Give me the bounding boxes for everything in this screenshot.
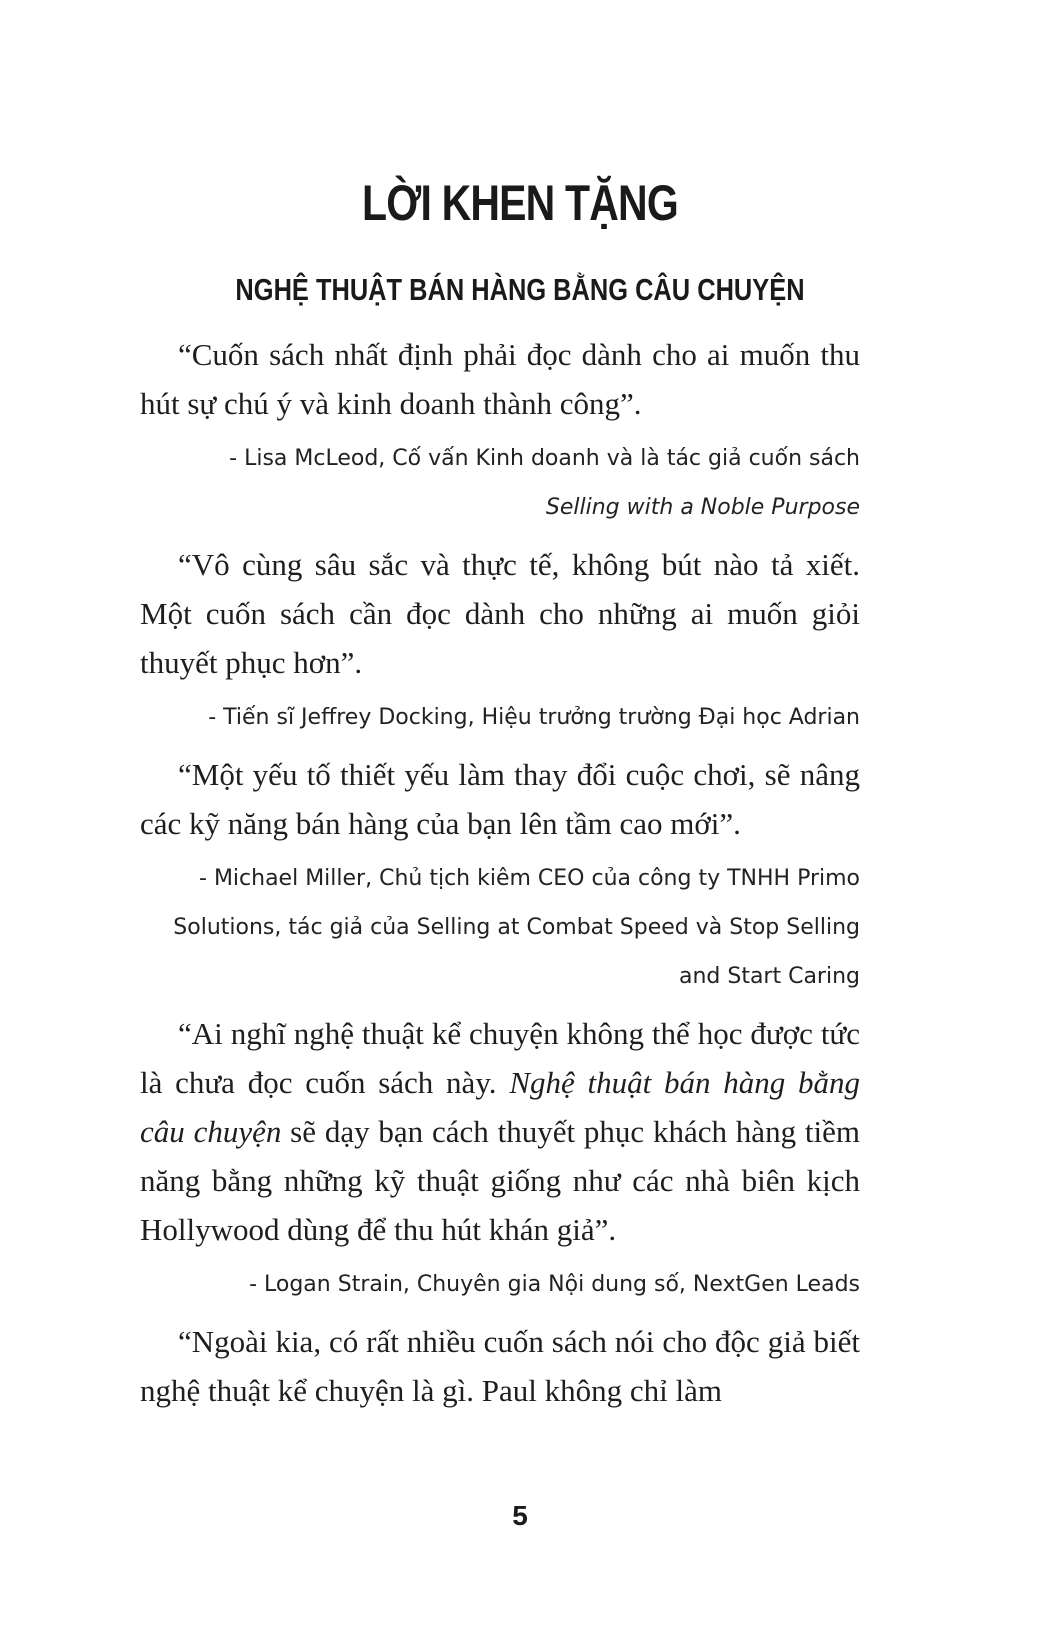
- testimonial-attribution-2: [140, 693, 860, 742]
- testimonial-quote-4: [140, 1009, 860, 1254]
- attribution-book-title: Selling with a Noble Purpose: [545, 495, 860, 520]
- testimonials-section: [140, 330, 860, 1415]
- attribution-text: - Logan Strain, Chuyên gia Nội dung số, NextGen Leads: [249, 1272, 860, 1297]
- page-number: 5: [512, 1500, 528, 1531]
- testimonial-quote-5: “Ngoài kia, có rất nhiều cuốn sách nói cho độc giả biết nghệ thuật kể chuyện là gì. Paul không chỉ làm: [140, 1324, 860, 1408]
- quote-text: “Ai nghĩ nghệ thuật kể chuyện không thể học được tức là chưa đọc cuốn sách này.: [140, 1016, 860, 1100]
- attribution-text: Solutions, tác giả của Selling at Combat Speed và Stop Selling: [173, 915, 860, 940]
- testimonial-quote-1: “Cuốn sách nhất định phải đọc dành cho ai muốn thu hút sự chú ý và kinh doanh thành công”.: [140, 337, 860, 421]
- page-title: LỜI KHEN TẶNG: [362, 175, 678, 231]
- testimonial-quote-3: “Một yếu tố thiết yếu làm thay đổi cuộc chơi, sẽ nâng các kỹ năng bán hàng của bạn lên tầm cao mới”.: [140, 757, 860, 841]
- attribution-text: - Tiến sĩ Jeffrey Docking, Hiệu trưởng trường Đại học Adrian: [208, 705, 860, 730]
- attribution-text: - Lisa McLeod, Cố vấn Kinh doanh và là tác giả cuốn sách: [229, 446, 860, 471]
- testimonial-attribution-3: [140, 854, 860, 1001]
- quote-book-title: Nghệ thuật bán hàng bằng câu chuyện: [140, 1065, 860, 1149]
- quote-text: sẽ dạy bạn cách thuyết phục khách hàng tiềm năng bằng những kỹ thuật giống như các nhà biên kịch Hollywood dùng để thu hút khán giả”.: [140, 1114, 860, 1247]
- attribution-text: - Michael Miller, Chủ tịch kiêm CEO của công ty TNHH Primo: [199, 866, 860, 891]
- testimonial-attribution-1: [140, 434, 860, 532]
- attribution-text: and Start Caring: [678, 964, 860, 989]
- testimonial-attribution-4: [140, 1260, 860, 1309]
- book-subtitle: NGHỆ THUẬT BÁN HÀNG BẰNG CÂU CHUYỆN: [235, 272, 805, 307]
- testimonial-quote-2: “Vô cùng sâu sắc và thực tế, không bút nào tả xiết. Một cuốn sách cần đọc dành cho những ai muốn giỏi thuyết phục hơn”.: [140, 547, 860, 680]
